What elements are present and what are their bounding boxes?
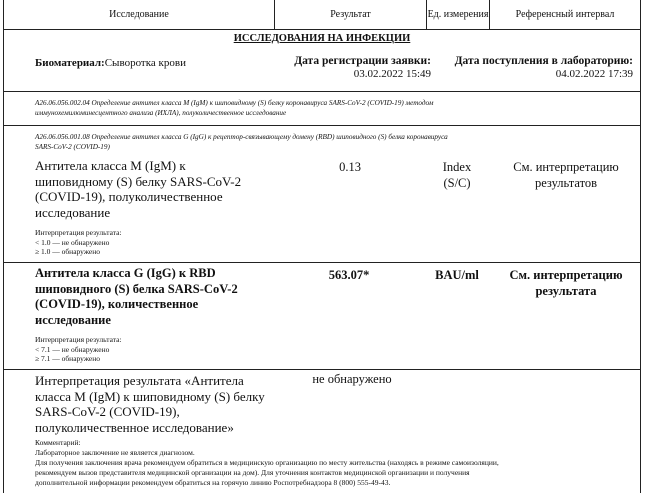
unit-igg: BAU/ml: [435, 268, 479, 282]
method-line: A26.06.056.001.08 Определение антител класса G (IgG) к рецептор-связывающему домену (RBD) шиповидного (S) белка коронавируса: [35, 133, 448, 141]
test-name-igm-interpretation: [35, 373, 265, 435]
section-title: ИССЛЕДОВАНИЯ НА ИНФЕКЦИИ: [233, 33, 411, 44]
method-code-igg: [35, 132, 595, 152]
interpretation-title: Интерпретация результата:: [35, 228, 122, 237]
test-name-line: (COVID-19), полуколичественное: [35, 189, 223, 204]
test-name-igg: [35, 266, 265, 328]
registration-value: 03.02.2022 15:49: [353, 68, 431, 80]
comment-title: Комментарий:: [35, 438, 81, 447]
lab-report-document: [3, 0, 641, 493]
interpretation-line: < 1.0 — не обнаружено: [35, 237, 110, 247]
divider: [4, 91, 640, 92]
reference-line: См. интерпретацию: [513, 160, 619, 174]
comment-line: дополнительной информации рекомендуем обратиться на горячую линию Роспотребнадзора 8 (800) 555-49-43.: [35, 478, 391, 487]
biomaterial: [35, 57, 186, 69]
test-name-line: SARS-CoV-2 (COVID-19),: [35, 404, 180, 419]
test-name-igm: [35, 158, 265, 220]
result-igm: 0.13: [339, 160, 361, 174]
test-name-line: Антитела класса G (IgG) к RBD: [35, 266, 216, 280]
registration-label: Дата регистрации заявки:: [294, 55, 431, 67]
interpretation-line: ≥ 7.1 — обнаружено: [35, 354, 101, 364]
reference-igm: [491, 160, 641, 191]
interpretation-line: ≥ 1.0 — обнаружено: [35, 247, 101, 257]
interpretation-igm: [35, 228, 122, 257]
test-name-line: (COVID-19), количественное: [35, 297, 199, 311]
test-name-line: класса M (IgM) к шиповидному (S) белку: [35, 388, 265, 404]
lab-arrival-label: Дата поступления в лабораторию:: [454, 55, 633, 67]
lab-arrival-value: 04.02.2022 17:39: [555, 68, 633, 80]
header-result: Результат: [330, 9, 371, 20]
comment-line: Для получения заключения врача рекомендуем обратиться в медицинскую организацию по месту жительства (находясь в режиме самоизоляции,: [35, 458, 499, 467]
unit-igm: [424, 160, 490, 191]
interpretation-title: Интерпретация результата:: [35, 335, 122, 344]
unit-line: Index: [442, 160, 472, 174]
method-line: A26.06.056.002.04 Определение антител класса M (IgM) к шиповидному (S) белку коронавируса SARS-CoV-2 (COVID-19) методом: [35, 99, 434, 107]
result-igm-interpretation: не обнаружено: [312, 372, 392, 386]
test-name-line: шиповидному (S) белку SARS-CoV-2: [35, 173, 242, 189]
registration-date: [294, 55, 431, 81]
test-name-line: исследование: [35, 312, 111, 327]
header-study: Исследование: [109, 9, 169, 20]
divider: [4, 125, 640, 126]
test-name-line: Интерпретация результата «Антитела: [35, 373, 244, 388]
header-unit: Ед. измерения: [427, 9, 489, 20]
header-reference: Референсный интервал: [515, 9, 615, 20]
divider: [4, 369, 640, 370]
test-name-line: Антитела класса M (IgM) к: [35, 158, 186, 173]
reference-line: См. интерпретацию: [509, 268, 623, 282]
test-name-line: исследование: [35, 204, 111, 220]
unit-line: (S/C): [443, 175, 471, 190]
method-line: иммунохемилюминесцентного анализа (ИХЛА), полуколичественное исследование: [35, 109, 287, 117]
reference-igg: [491, 268, 641, 299]
comment-line: рекомендуем вызов представителя медицинской организации на дом). Для уточнения контактов медицинской организации и получения: [35, 468, 470, 477]
result-igg: 563.07*: [328, 268, 370, 282]
interpretation-line: < 7.1 — не обнаружено: [35, 344, 110, 354]
divider: [4, 262, 640, 263]
test-name-line: полуколичественное исследование»: [35, 419, 234, 435]
test-name-line: шиповидного (S) белка SARS-CoV-2: [35, 281, 238, 296]
biomaterial-label: Биоматериал:: [35, 57, 105, 69]
reference-line: результатов: [534, 175, 598, 190]
method-line: SARS-CoV-2 (COVID-19): [35, 143, 110, 151]
lab-arrival-date: [455, 55, 633, 81]
table-header: [4, 0, 640, 30]
biomaterial-value: Сыворотка крови: [104, 57, 186, 69]
method-code-igm: [35, 98, 595, 118]
comment-line: Лабораторное заключение не является диагнозом.: [35, 448, 195, 457]
reference-line: результата: [535, 283, 597, 298]
interpretation-igg: [35, 335, 122, 364]
comment-block: [35, 438, 635, 488]
